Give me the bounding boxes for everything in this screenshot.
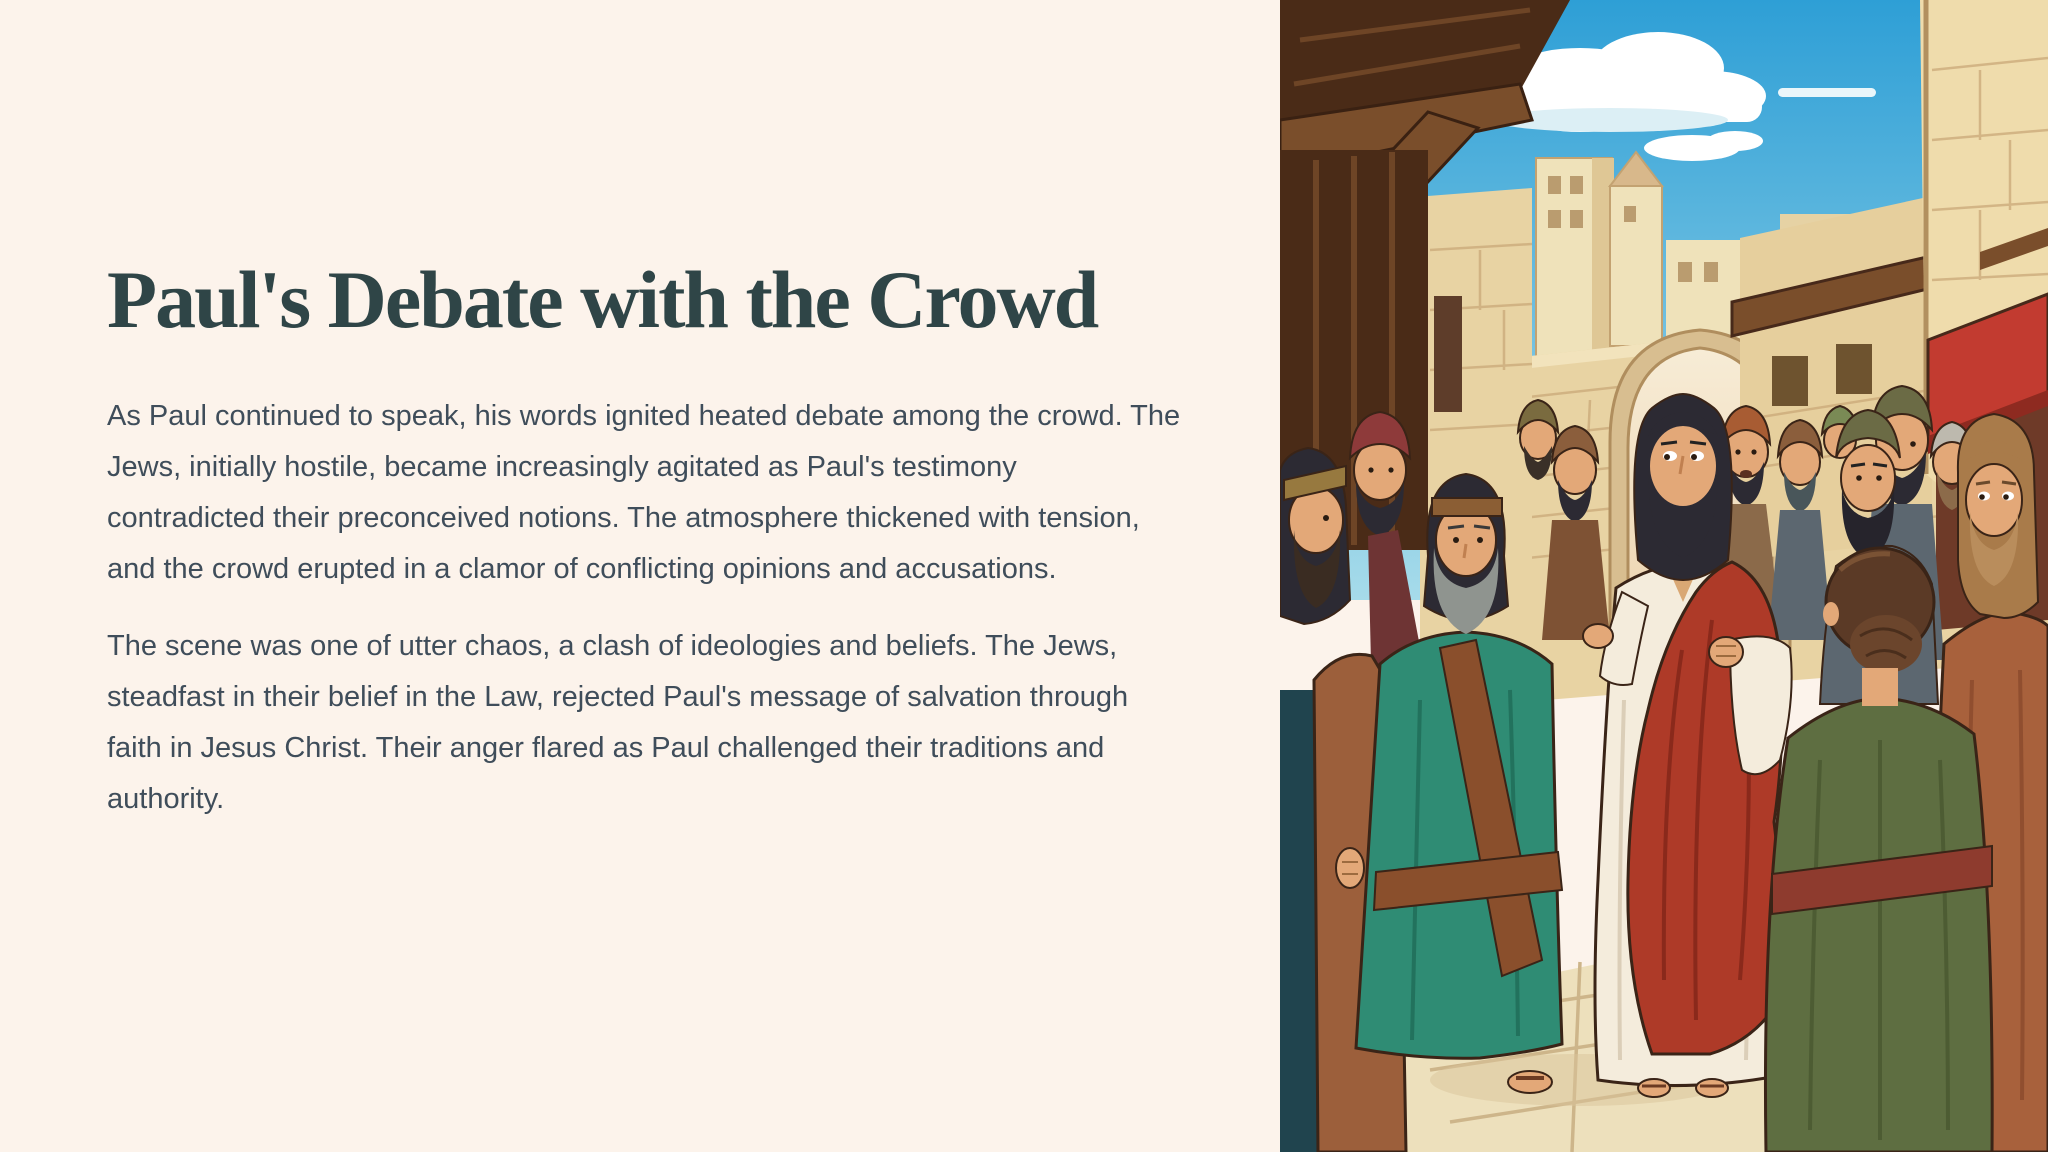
paul-left-hand [1583, 624, 1613, 648]
boy-hair-bun [1850, 615, 1922, 673]
slide-paragraph-1: As Paul continued to speak, his words ignited heated debate among the crowd. The Jews, initially hostile, became increasingly agitated as Paul's testimony contradicted their preconceived notions. The atmosphere thickened with tension, and the crowd erupted in a clamor of conflicting opinions and accusations. [107, 399, 1181, 585]
slide-paragraph-2: The scene was one of utter chaos, a clash of ideologies and beliefs. The Jews, steadfast in their belief in the Law, rejected Paul's message of salvation through faith in Jesus Christ. Their anger flared as Paul challenged their traditions and authority. [107, 629, 1129, 815]
left-doorway [1434, 296, 1462, 412]
illustration-panel [1280, 0, 2048, 1152]
paul-face [1650, 426, 1716, 506]
dark-teal-robe [1280, 690, 1318, 1152]
paul-right-fist [1709, 637, 1743, 667]
street-scene-illustration [1280, 0, 2048, 1152]
slide-title: Paul's Debate with the Crowd [107, 254, 1098, 345]
